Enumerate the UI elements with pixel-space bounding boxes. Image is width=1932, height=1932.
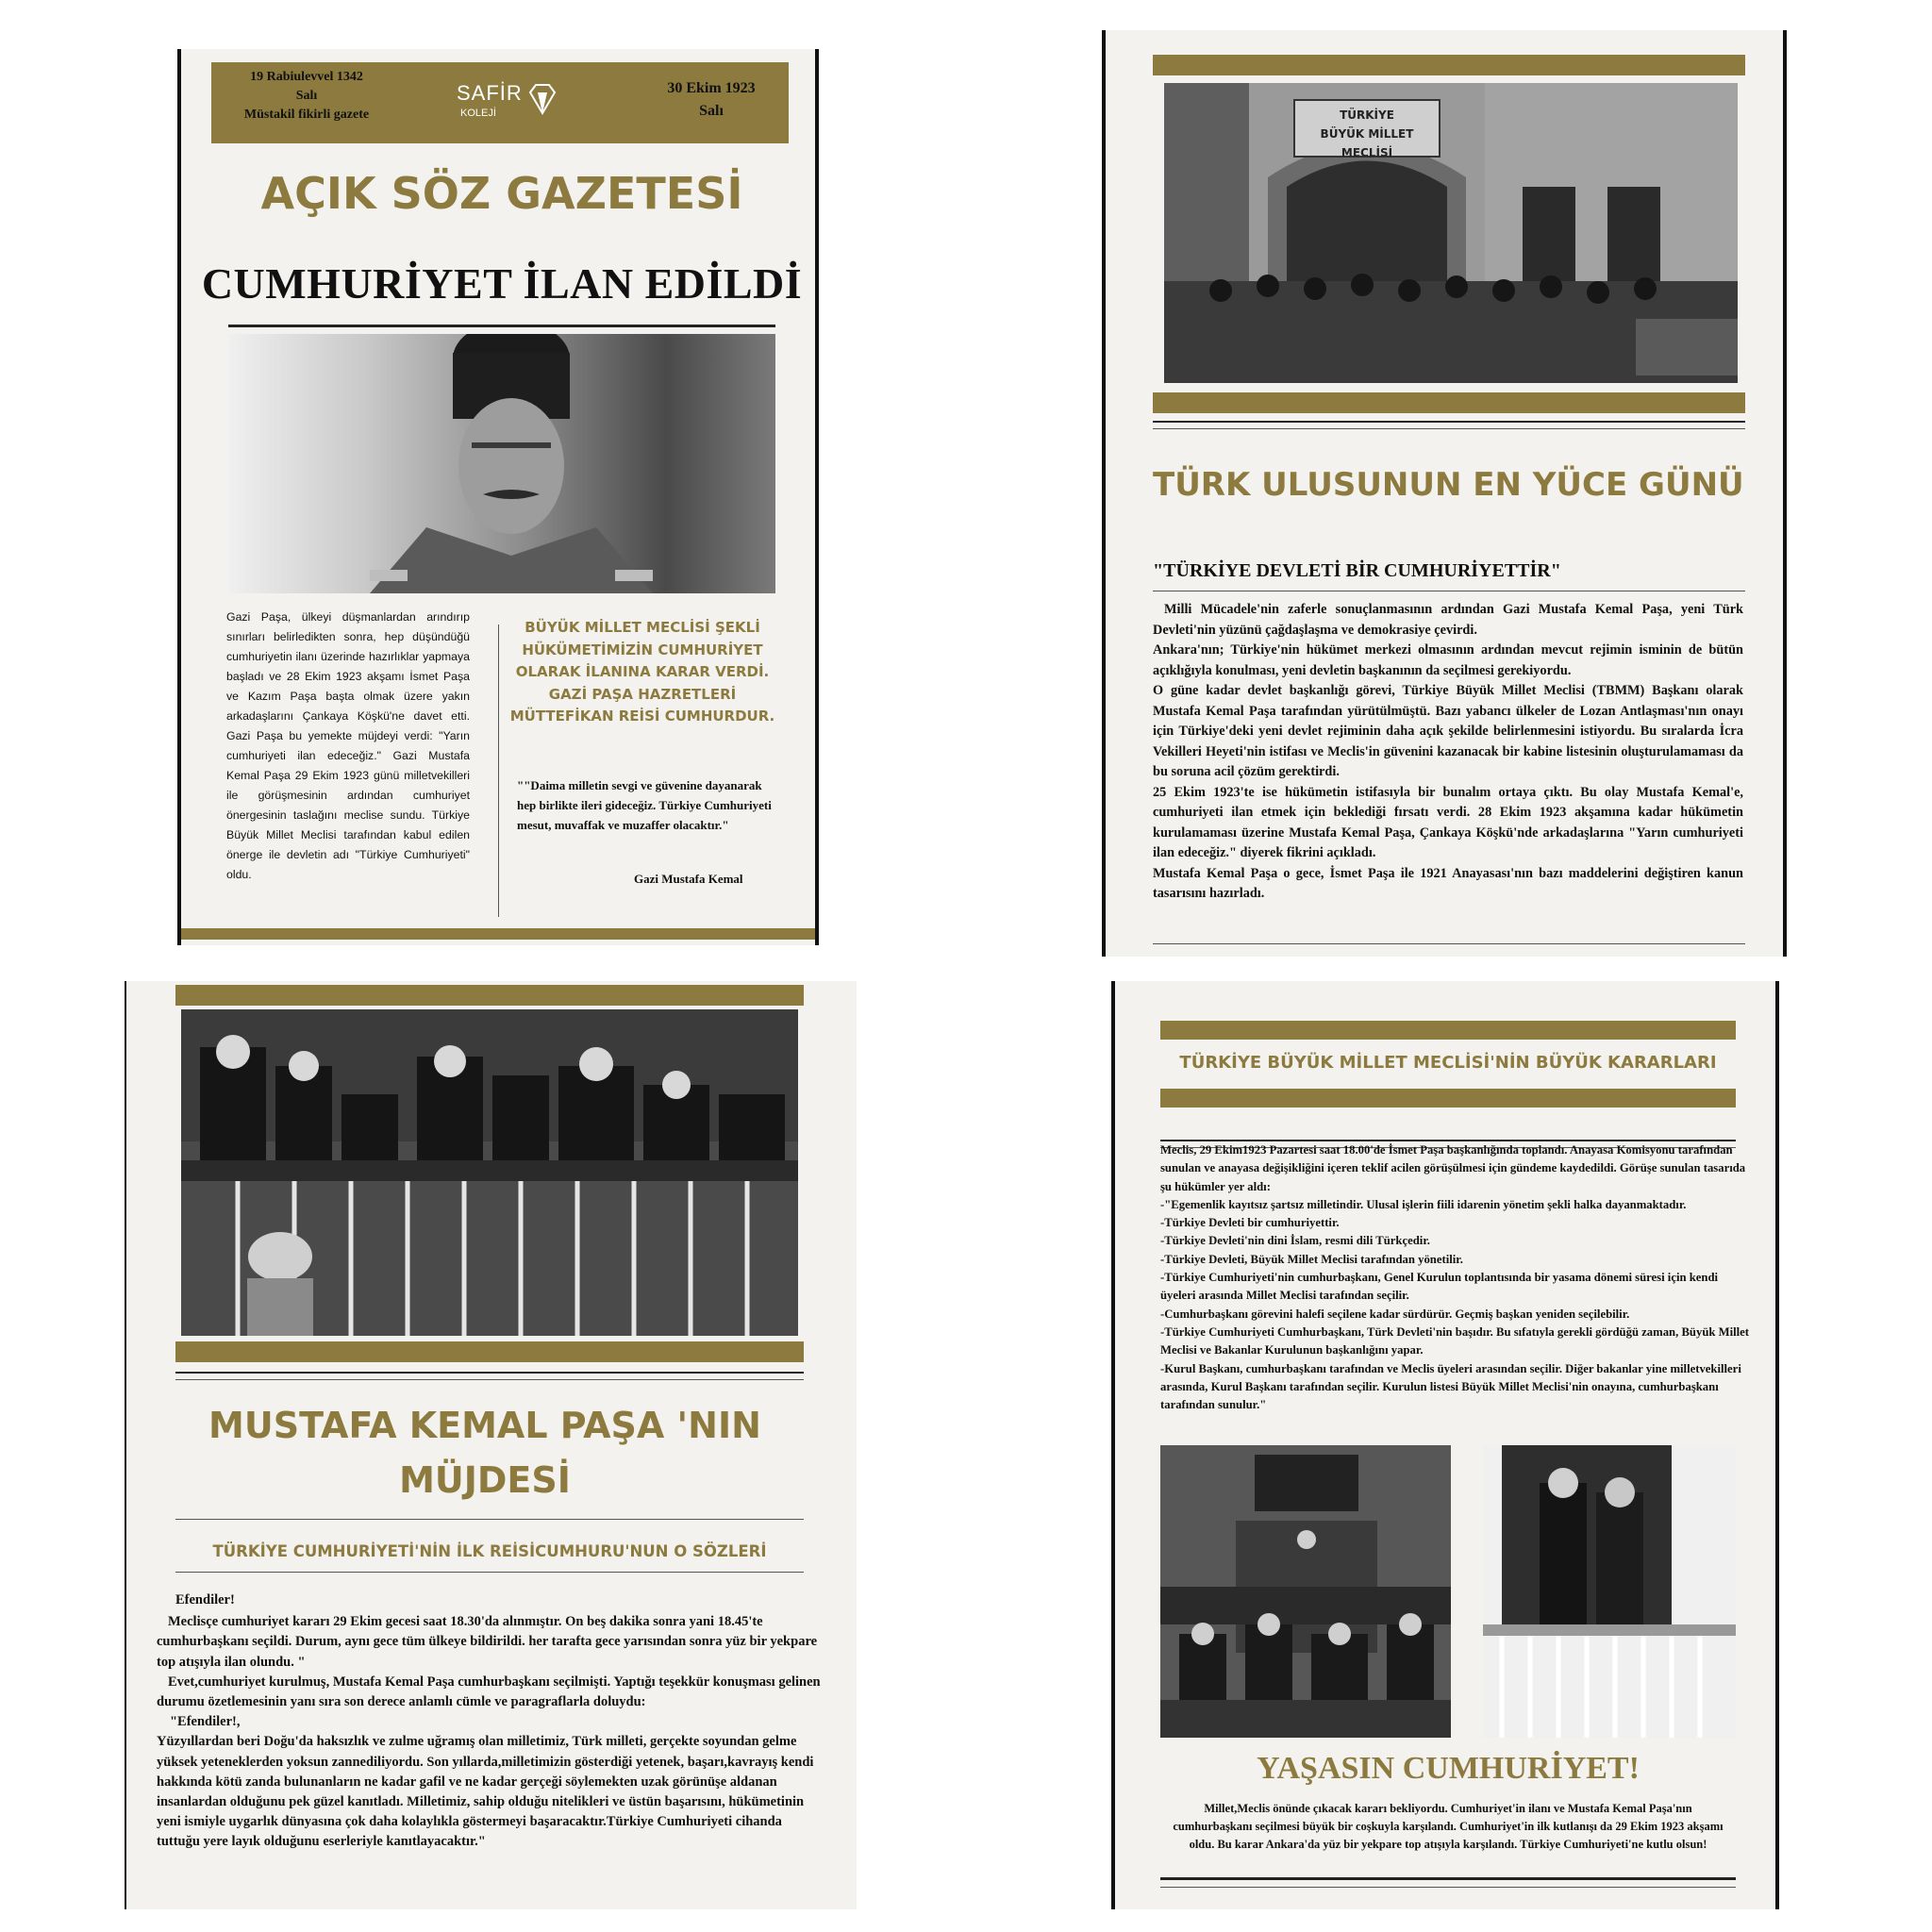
paragraph: Yüzyıllardan beri Doğu'da haksızlık ve zulme uğramış olan milletimiz, Türk milleti, gerçekte soyundan gelme yüksek yeteneklerden yoksun zannediliyordu. Son yıllarda,milletimizin gösterdiği yetenek, başarı,kavrayış kendi hakkında kötü zanda bulunanların ne kadar gafil ve ne kadar gerçeği söylemekten uzak görünüşe aldanan insanlardan olduğunu pek güzel kanıtladı. Milletimiz, sahip olduğu nitelikleri ve üstün başarısını, hükümetinin yeni ismiyle uygarlık dünyasına çok daha kolaylıkla göstermeyi başaracaktır.Türkiye Cumhuriyeti cihanda tuttuğu yere layık olduğunu eserleriyle kanıtlayacaktır." — [157, 1734, 814, 1850]
double-rule-top — [1153, 421, 1745, 423]
title-line-1: MUSTAFA KEMAL PAŞA 'NIN — [208, 1405, 761, 1446]
masthead: AÇIK SÖZ GAZETESİ — [260, 168, 743, 219]
top-gold-bar — [1153, 55, 1745, 75]
decisions-text — [1160, 1141, 1749, 1414]
tagline: Müstakil fikirli gazete — [243, 108, 370, 122]
paragraph: Evet,cumhuriyet kurulmuş, Mustafa Kemal Paşa cumhurbaşkanı seçilmişti. Yaptığı teşekkür konuşması gelinen durumu özetlemesinin yanı sıra son derece anlamlı cümle ve paragraflarla doluydu: — [157, 1674, 821, 1710]
decision-item: -Türkiye Cumhuriyeti'nin cumhurbaşkanı, Genel Kurulun toplantısında bir yasama dönemi süresi için kendi üyeleri arasında Millet Meclisi tarafından seçilir. — [1160, 1271, 1719, 1303]
header-bar — [211, 62, 789, 143]
decision-item: -Türkiye Devleti bir cumhuriyettir. — [1160, 1216, 1340, 1230]
page2-title: TÜRK ULUSUNUN EN YÜCE GÜNÜ — [1153, 466, 1744, 504]
highlight-box: BÜYÜK MİLLET MECLİSİ ŞEKLİ HÜKÜMETİMİZİN CUMHURİYET OLARAK İLANINA KARAR VERDİ. GAZİ PAŞA HAZRETLERİ MÜTTEFİKAN REİSİ CUMHURDUR. — [509, 619, 775, 724]
headline: CUMHURİYET İLAN EDİLDİ — [201, 259, 803, 308]
paragraph: Mustafa Kemal Paşa o gece, İsmet Paşa ile 1921 Anayasası'nın bazı maddelerini değiştiren kanun tasarısını hazırladı. — [1153, 865, 1743, 901]
page3-body — [157, 1591, 824, 1853]
title-rule — [175, 1519, 804, 1520]
ataturk-quote: ""Daima milletin sevgi ve güvenine dayanarak hep birlikte ileri gideceğiz. Türkiye Cumhuriyeti mesut, muvaffak ve muzaffer olacaktır." — [517, 778, 772, 832]
day-right: Salı — [699, 103, 724, 119]
page4-title: TÜRKİYE BÜYÜK MİLLET MECLİSİ'NİN BÜYÜK KARARLARI — [1179, 1053, 1717, 1073]
school-logo — [457, 79, 570, 126]
headline-rule — [228, 325, 775, 327]
paragraph: Efendiler! — [175, 1592, 235, 1607]
decision-item: -"Egemenlik kayıtsız şartsız milletindir. Ulusal işlerin fiili idarenin yönetim şekli halka dayanmaktadır. — [1160, 1197, 1687, 1211]
bottom-rule-top — [1160, 1877, 1736, 1880]
lead-article: Gazi Paşa, ülkeyi düşmanlardan arındırıp sınırları belirledikten sonra, hep düşündüğü cumhuriyetin ilanı üzerinde hazırlıklar yapmaya başladı ve 28 Ekim 1923 akşamı İsmet Paşa ve Kazım Paşa başta olmak üzere yakın arkadaşlarını Çankaya Köşkü'ne davet etti. Gazi Paşa bu yemekte müjdeyi verdi: "Yarın cumhuriyeti ilan edeceğiz." Gazi Mustafa Kemal Paşa 29 Ekim 1923 günü milletvekilleri ile görüşmesinin ardından cumhuriyet önergesinin taslağını meclise sundu. Türkiye Büyük Millet Meclisi tarafından kabul edilen önerge ile devletin adı "Türkiye Cumhuriyeti" oldu. — [226, 610, 470, 881]
paragraph: Meclis, 29 Ekim1923 Pazartesi saat 18.00'de İsmet Paşa başkanlığında toplandı. Anayasa Komisyonu tarafından sunulan ve anayasa değişikliğini içeren teklif acilen görüşülmesi için gündeme kaydedildi. Görüşe sunulan tasarıda şu hükümler yer aldı: — [1160, 1143, 1746, 1193]
slogan: YAŞASIN CUMHURİYET! — [1257, 1751, 1640, 1786]
paragraph: 25 Ekim 1923'te ise hükümetin istifasıyla bir bunalım ortaya çıktı. Bu olay Mustafa Kemal'e, cumhuriyeti ilan etmek için beklediği fırsatı verdi. 28 Ekim 1923 akşamına kadar hükümetin kurulamaması üzerine Mustafa Kemal Paşa, Çankaya Köşkü'nde arkadaşlarına "Yarın cumhuriyeti ilan edeceğiz." diyerek fikrini açıkladı. — [1153, 784, 1743, 860]
double-rule-bottom — [175, 1379, 804, 1380]
newspaper-page-3 — [125, 981, 857, 1909]
page2-subtitle: "TÜRKİYE DEVLETİ BİR CUMHURİYETTİR" — [1153, 560, 1561, 581]
day-left: Salı — [295, 89, 318, 103]
decision-item: -Türkiye Cumhuriyeti Cumhurbaşkanı, Türk Devleti'nin başıdır. Bu sıfatıyla gerekli gördüğü zaman, Büyük Millet Meclisi ve Bakanlar Kurulunun başkanlığını yapar. — [1160, 1324, 1750, 1357]
parliament-photo — [1164, 83, 1738, 383]
decision-item: -Cumhurbaşkanı görevini halefi seçilene kadar sürdürür. Geçmiş başkan yeniden seçilebilir. — [1160, 1307, 1630, 1321]
newspaper-page-4 — [1111, 981, 1779, 1909]
portrait-photo — [228, 334, 775, 593]
page3-subtitle: TÜRKİYE CUMHURİYETİ'NİN İLK REİSİCUMHURU'NUN O SÖZLERİ — [212, 1542, 767, 1560]
double-rule-top — [175, 1372, 804, 1374]
sign-line-2: BÜYÜK MİLLET MECLİSİ — [1320, 127, 1414, 159]
decision-item: -Türkiye Devleti, Büyük Millet Meclisi tarafından yönetilir. — [1160, 1252, 1463, 1266]
photo-bottom-bar — [1153, 392, 1745, 413]
photo-bottom-bar — [175, 1341, 804, 1362]
bottom-rule-bottom — [1160, 1887, 1736, 1888]
newspaper-page-2 — [1102, 30, 1787, 957]
paragraph: "Efendiler!, — [170, 1714, 241, 1730]
paragraph: Milli Mücadele'nin zaferle sonuçlanmasının ardından Gazi Mustafa Kemal Paşa, yeni Türk Devleti'nin yüzünü çağdaşlaşma ve demokrasiye çevirdi. — [1153, 602, 1743, 638]
assembly-photo — [1160, 1445, 1451, 1738]
page2-bottom-rule — [1153, 943, 1745, 944]
logo-text: SAFİR — [457, 81, 523, 105]
balcony-speech-photo — [181, 1009, 798, 1336]
subtitle-rule — [175, 1572, 804, 1573]
quote-signature: Gazi Mustafa Kemal — [634, 872, 743, 886]
logo-gem-icon — [528, 83, 557, 115]
closing-text: Millet,Meclis önünde çıkacak kararı bekliyordu. Cumhuriyet'in ilanı ve Mustafa Kemal Paşa'nın cumhurbaşkanı seçilmesi büyük bir coşkuyla karşılandı. Cumhuriyet'in ilk kutlanışı da 29 Ekim 1923 akşamı oldu. Bu karar Ankara'da yüz bir yekpare top atışıyla karşılandı. Türkiye Cumhuriyeti'ne kutlu olsun! — [1173, 1802, 1724, 1851]
balcony-photo — [1483, 1445, 1736, 1738]
decision-item: -Kurul Başkanı, cumhurbaşkanı tarafından ve Meclis üyeleri arasından seçilir. Diğer bakanlar yine milletvekilleri arasında, Kurul Başkanı tarafından seçilir. Kurulun listesi Büyük Millet Meclisi'nin onayına, cumhurbaşkanı tarafından sunulur." — [1160, 1361, 1741, 1412]
top-gold-bar — [175, 985, 804, 1006]
column-divider — [498, 625, 499, 917]
footer-bar — [181, 928, 815, 940]
paragraph: Meclisçe cumhuriyet kararı 29 Ekim gecesi saat 18.30'da alınmıştır. On beş dakika sonra yani 18.45'te cumhurbaşkanı seçildi. Durum, aynı gece tüm ülkeye bildirildi. her tarafta gece yarısından sonra yüz bir yekpare top atışıyla ilan olundu. " — [157, 1614, 818, 1670]
logo-subtext: KOLEJİ — [460, 108, 496, 119]
page3-title — [164, 1398, 806, 1507]
decision-item: -Türkiye Devleti'nin dini İslam, resmi dili Türkçedir. — [1160, 1234, 1430, 1248]
gregorian-date: 30 Ekim 1923 — [667, 80, 756, 96]
title-line-2: MÜJDESİ — [399, 1459, 571, 1501]
hijri-date: 19 Rabiulevvel 1342 — [250, 70, 363, 84]
newspaper-page-1 — [177, 49, 819, 945]
double-rule-bottom — [1153, 428, 1745, 429]
top-gold-bar — [1160, 1021, 1736, 1040]
paragraph: Ankara'nın; Türkiye'nin hükümet merkezi olmasının ardından mevcut rejimin isminin de bütün açıklığıyla konulması, yeni devletin başkanının da seçilmesi gerekiyordu. — [1153, 642, 1743, 678]
title-bottom-bar — [1160, 1089, 1736, 1108]
paragraph: O güne kadar devlet başkanlığı görevi, Türkiye Büyük Millet Meclisi (TBMM) Başkanı olarak Mustafa Kemal Paşa tarafından yürütülmüştü. Bazı yabancı ülkeler de Lozan Antlaşması'nın onayı için Türkiye'deki yeni devlet rejiminin daha açık şekilde belirlenmesini istiyordu. Bu sıralarda İcra Vekilleri Heyeti'nin istifası ve Meclis'in güvenini kazanacak bir kabine listesinin oluşturulamaması da bu soruna acil çözüm gerektirdi. — [1153, 683, 1743, 779]
sign-line-1: TÜRKİYE — [1340, 108, 1394, 122]
page2-body — [1153, 600, 1743, 905]
